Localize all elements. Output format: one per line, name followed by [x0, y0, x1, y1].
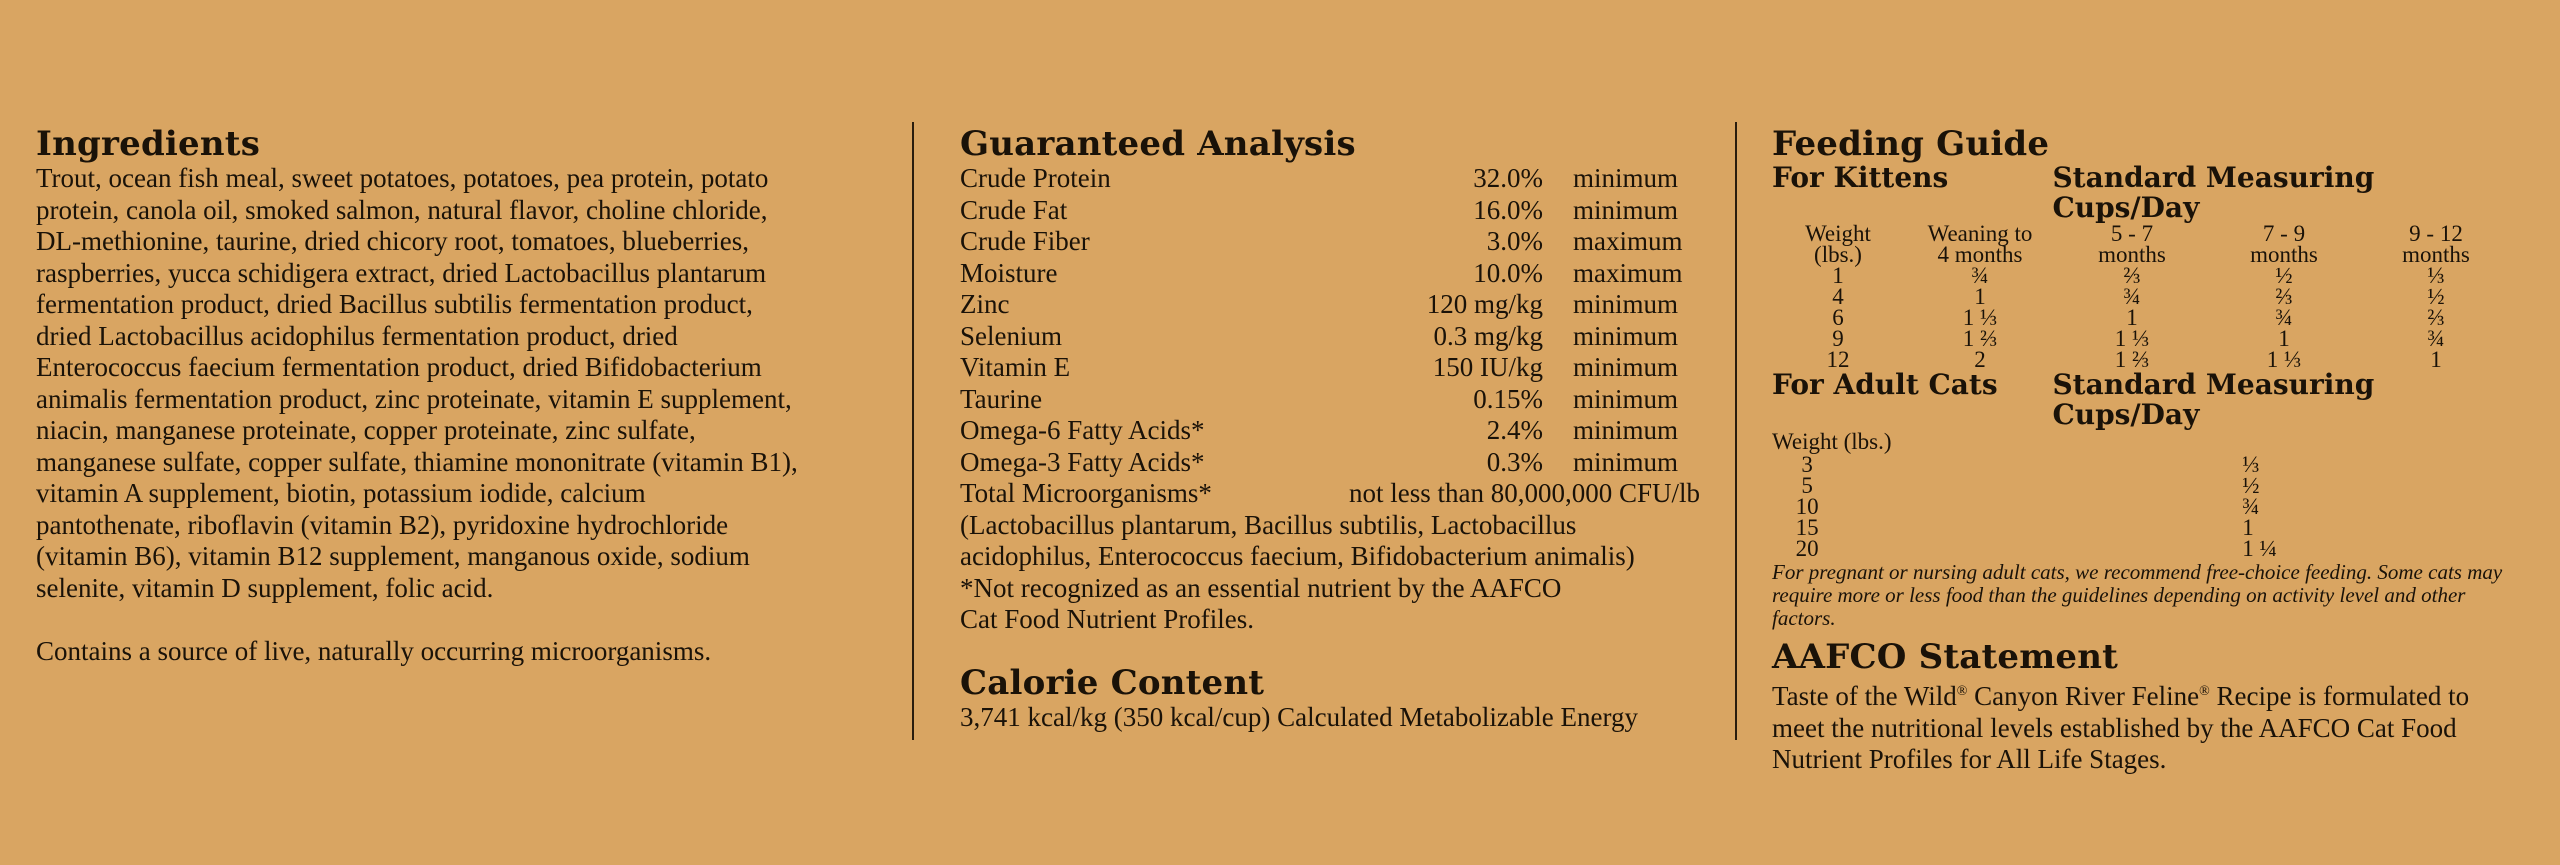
table-cell: ¾ — [2242, 494, 2260, 519]
table-row — [1772, 307, 2512, 328]
table-cell: 1 — [1832, 263, 1844, 288]
table-cell: 4 — [1832, 284, 1844, 309]
table-cell: ½ — [2275, 263, 2293, 288]
table-cell: ½ — [2242, 473, 2260, 498]
aafco-line-rest: Recipe is formulated to — [2209, 681, 2470, 711]
table-row — [1772, 538, 2512, 559]
analysis-note-line: (Lactobacillus plantarum, Bacillus subtilis, Lactobacillus — [960, 509, 1577, 540]
table-cell: ½ — [2427, 284, 2445, 309]
ingredients-line: animalis fermentation product, zinc proteinate, vitamin E supplement, — [36, 383, 792, 414]
guaranteed-analysis-section — [960, 125, 1700, 733]
ingredients-line: DL-methionine, taurine, dried chicory root, tomatoes, blueberries, — [36, 226, 750, 256]
header-cell: 4 months — [1937, 242, 2023, 267]
analysis-row — [960, 289, 1700, 321]
nutrient-name: Omega-6 Fatty Acids* — [960, 415, 1205, 445]
table-cell: 1 — [2126, 305, 2138, 330]
nutrient-value: not less than 80,000,000 CFU/lb — [1348, 478, 1700, 508]
registered-mark: ® — [1956, 684, 1968, 699]
nutrient-qualifier: maximum — [1573, 226, 1683, 256]
adult-feeding-table — [1772, 454, 2512, 559]
nutrient-name: Vitamin E — [960, 352, 1071, 382]
nutrient-qualifier: minimum — [1573, 163, 1679, 193]
ingredients-line: pantothenate, riboflavin (vitamin B2), pyridoxine hydrochloride — [36, 509, 729, 540]
table-cell: 6 — [1832, 305, 1844, 330]
nutrient-name: Moisture — [960, 257, 1058, 288]
adult-cups-label: Standard Measuring Cups/Day — [2052, 368, 2375, 431]
column-divider — [1735, 122, 1737, 740]
header-cell: 9 - 12 — [2409, 221, 2463, 246]
nutrient-value: 2.4% — [1486, 415, 1543, 445]
nutrient-name: Crude Protein — [960, 163, 1111, 193]
calorie-text: 3,741 kcal/kg (350 kcal/cup) Calculated Metabolizable Energy — [960, 701, 1639, 732]
adults-label: For Adult Cats — [1772, 368, 1998, 401]
table-cell: 9 — [1832, 326, 1844, 351]
table-cell: 15 — [1795, 515, 1819, 540]
aafco-text — [1772, 676, 2512, 776]
analysis-row — [960, 258, 1700, 290]
table-cell: 1 ⅓ — [2266, 347, 2302, 372]
nutrient-value: 0.15% — [1473, 383, 1543, 414]
table-cell: 1 ⅔ — [1962, 326, 1998, 351]
analysis-row — [960, 415, 1700, 447]
analysis-note-line: *Not recognized as an essential nutrient by the AAFCO — [960, 572, 1562, 603]
ingredients-line: protein, canola oil, smoked salmon, natural flavor, choline chloride, — [36, 194, 768, 225]
analysis-title: Guaranteed Analysis — [960, 124, 1356, 164]
table-cell: ⅓ — [2427, 263, 2445, 288]
nutrient-value: 0.3 mg/kg — [1433, 320, 1543, 351]
ingredients-line: Enterococcus faecium fermentation product, dried Bifidobacterium — [36, 352, 762, 382]
header-cell: 7 - 9 — [2262, 221, 2306, 246]
table-cell: 1 — [2242, 515, 2254, 540]
nutrient-name: Total Microorganisms* — [960, 478, 1212, 508]
analysis-notes — [960, 510, 1700, 636]
analysis-row — [960, 226, 1700, 258]
nutrient-qualifier: minimum — [1573, 446, 1679, 477]
table-cell: 12 — [1826, 347, 1850, 372]
adults-subhead — [1772, 370, 2512, 430]
calorie-section — [960, 664, 1700, 734]
header-cell: (lbs.) — [1814, 242, 1862, 267]
nutrient-qualifier: minimum — [1573, 320, 1679, 351]
nutrient-qualifier: minimum — [1573, 383, 1679, 414]
nutrient-value: 150 IU/kg — [1432, 352, 1543, 382]
kitten-feeding-table — [1772, 223, 2512, 370]
registered-mark: ® — [2199, 684, 2210, 699]
table-cell: 1 ⅓ — [2114, 326, 2150, 351]
table-row — [1772, 349, 2512, 370]
recipe-name: Canyon River Feline — [1967, 681, 2200, 711]
nutrient-value: 32.0% — [1473, 163, 1543, 193]
nutrient-qualifier: minimum — [1573, 194, 1679, 225]
analysis-note-line: Cat Food Nutrient Profiles. — [960, 604, 1254, 634]
aafco-line: meet the nutritional levels established by the AAFCO Cat Food — [1772, 712, 2457, 743]
ingredients-line: raspberries, yucca schidigera extract, dried Lactobacillus plantarum — [36, 257, 767, 288]
analysis-note-line: acidophilus, Enterococcus faecium, Bifidobacterium animalis) — [960, 541, 1635, 571]
kittens-subhead — [1772, 163, 2512, 223]
table-cell: 10 — [1795, 494, 1819, 519]
ingredients-line: dried Lactobacillus acidophilus fermentation product, dried — [36, 320, 678, 351]
ingredients-line: (vitamin B6), vitamin B12 supplement, manganous oxide, sodium — [36, 541, 750, 571]
ingredients-section — [36, 125, 886, 668]
table-row — [1772, 286, 2512, 307]
header-cell: months — [2402, 242, 2470, 267]
column-divider — [912, 122, 914, 740]
table-cell: ⅓ — [2242, 452, 2260, 477]
analysis-row — [960, 163, 1700, 195]
table-cell: ¾ — [1971, 263, 1989, 288]
analysis-row — [960, 321, 1700, 353]
table-cell: ¾ — [2427, 326, 2445, 351]
nutrient-name: Crude Fat — [960, 194, 1068, 225]
analysis-table — [960, 163, 1700, 510]
aafco-line — [1772, 676, 2512, 713]
table-cell: 3 — [1801, 452, 1813, 477]
nutrient-name: Omega-3 Fatty Acids* — [960, 446, 1205, 477]
table-row — [1772, 454, 2512, 475]
feeding-note-line: For pregnant or nursing adult cats, we recommend free-choice feeding. Some cats may — [1772, 560, 2503, 584]
nutrient-qualifier: maximum — [1573, 257, 1683, 288]
header-cell: 5 - 7 — [2110, 221, 2154, 246]
ingredients-title: Ingredients — [36, 124, 261, 164]
brand-name: Taste of the Wild — [1772, 681, 1957, 711]
table-header-row — [1772, 244, 2512, 265]
table-row — [1772, 517, 2512, 538]
header-cell: months — [2098, 242, 2166, 267]
table-cell: 20 — [1795, 536, 1819, 561]
ingredients-line: selenite, vitamin D supplement, folic acid. — [36, 572, 494, 603]
feeding-note-line: require more or less food than the guidelines depending on activity level and other factors. — [1772, 583, 2466, 630]
nutrient-qualifier: minimum — [1573, 415, 1679, 445]
table-cell: ⅔ — [2427, 305, 2445, 330]
table-cell: ⅔ — [2123, 263, 2141, 288]
table-cell: ¾ — [2275, 305, 2293, 330]
feeding-guide-section — [1772, 125, 2512, 776]
table-cell: 1 ¼ — [2242, 536, 2277, 561]
ingredients-line: fermentation product, dried Bacillus subtilis fermentation product, — [36, 289, 753, 319]
table-cell: 1 — [2278, 326, 2290, 351]
analysis-row — [960, 352, 1700, 384]
cups-label: Standard Measuring Cups/Day — [2052, 161, 2375, 224]
feeding-title: Feeding Guide — [1772, 124, 2050, 164]
ingredients-line: vitamin A supplement, biotin, potassium iodide, calcium — [36, 478, 646, 508]
nutrient-value: 0.3% — [1486, 446, 1543, 477]
nutrient-name: Crude Fiber — [960, 226, 1090, 256]
nutrient-value: 10.0% — [1473, 257, 1543, 288]
table-cell: 2 — [1974, 347, 1986, 372]
analysis-row — [960, 195, 1700, 227]
table-row — [1772, 496, 2512, 517]
table-row — [1772, 328, 2512, 349]
nutrient-value: 16.0% — [1473, 194, 1543, 225]
nutrient-value: 3.0% — [1486, 226, 1543, 256]
analysis-row — [960, 447, 1700, 479]
aafco-line: Nutrient Profiles for All Life Stages. — [1772, 744, 2167, 774]
nutrient-qualifier: minimum — [1573, 289, 1679, 319]
header-cell: Weight — [1805, 221, 1871, 246]
nutrient-qualifier: minimum — [1573, 352, 1679, 382]
ingredients-line: Trout, ocean fish meal, sweet potatoes, potatoes, pea protein, potato — [36, 163, 769, 193]
aafco-section — [1772, 638, 2512, 776]
table-cell: 5 — [1801, 473, 1813, 498]
nutrient-name: Zinc — [960, 289, 1010, 319]
ingredients-line: manganese sulfate, copper sulfate, thiamine mononitrate (vitamin B1), — [36, 446, 798, 477]
header-cell: months — [2250, 242, 2318, 267]
header-cell: Weaning to — [1927, 221, 2033, 246]
table-cell: ⅔ — [2275, 284, 2293, 309]
table-row — [1772, 475, 2512, 496]
adult-weight-header: Weight (lbs.) — [1772, 429, 1892, 454]
table-cell: ¾ — [2123, 284, 2141, 309]
nutrient-name: Taurine — [960, 383, 1043, 414]
kittens-label: For Kittens — [1772, 161, 1949, 194]
contains-statement: Contains a source of live, naturally occurring microorganisms. — [36, 636, 712, 666]
ingredients-line: niacin, manganese proteinate, copper proteinate, zinc sulfate, — [36, 415, 696, 445]
nutrient-value: 120 mg/kg — [1426, 289, 1543, 319]
feeding-note — [1772, 561, 2512, 630]
table-cell: 1 ⅓ — [1962, 305, 1998, 330]
analysis-row — [960, 384, 1700, 416]
ingredients-text — [36, 163, 886, 604]
table-header-row — [1772, 223, 2512, 244]
calorie-title: Calorie Content — [960, 662, 1265, 703]
analysis-row-microorganisms — [960, 478, 1700, 510]
nutrient-name: Selenium — [960, 320, 1062, 351]
table-cell: 1 ⅔ — [2114, 347, 2150, 372]
aafco-title: AAFCO Statement — [1772, 637, 2119, 677]
table-cell: 1 — [1974, 284, 1986, 309]
table-row — [1772, 265, 2512, 286]
table-cell: 1 — [2430, 347, 2442, 372]
